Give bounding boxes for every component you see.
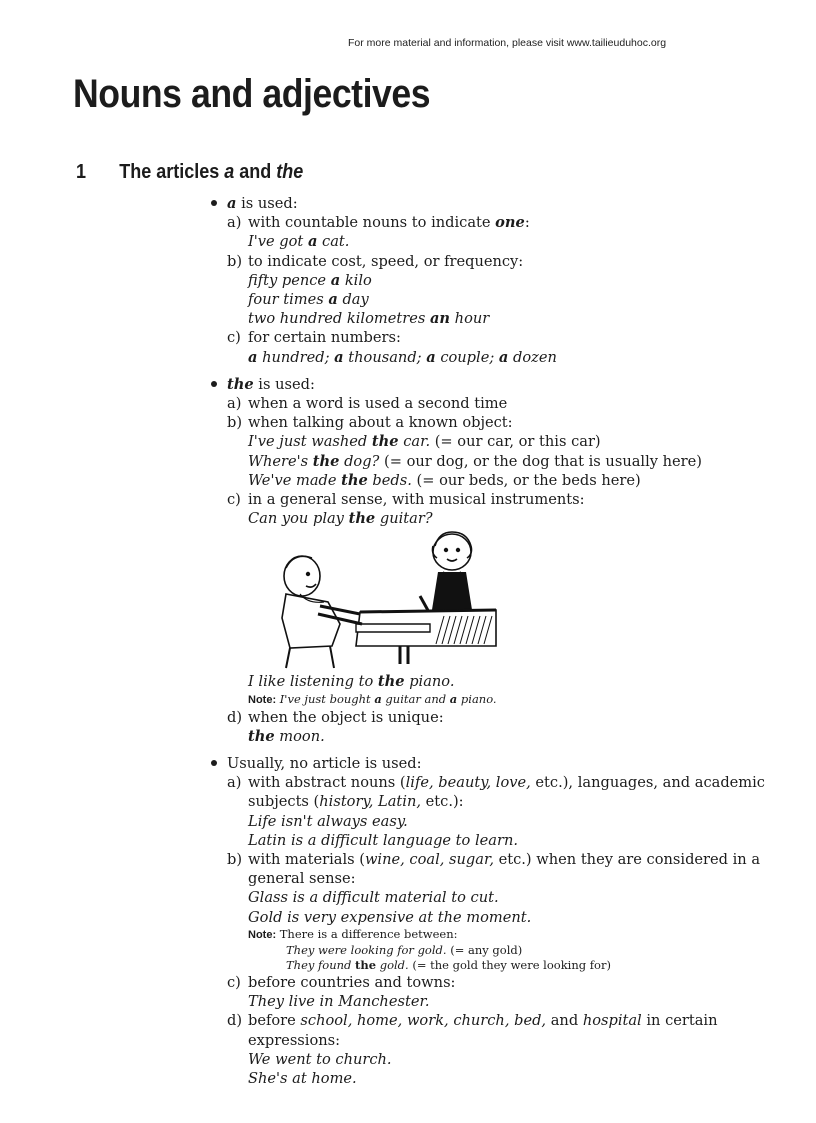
- example: Life isn't always easy.: [248, 812, 408, 830]
- example: I like listening to the piano.: [248, 673, 455, 691]
- piano-player-drawing: [260, 528, 500, 672]
- bullet-no-article: Usually, no article is used:: [208, 754, 748, 773]
- section-number: 1: [76, 161, 87, 183]
- section-title-the: the: [276, 161, 304, 183]
- note-example: They were looking for gold. (= any gold): [286, 942, 523, 957]
- section-heading: [76, 159, 303, 185]
- example: We've made the beds. (= our beds, or the beds here): [248, 471, 641, 489]
- list-item: d) before school, home, work, church, bed, and hospital in certain: [227, 1012, 718, 1030]
- list-item: d) when the object is unique:: [227, 708, 444, 726]
- bullet-dot: [211, 760, 217, 766]
- example: I've got a cat.: [248, 233, 350, 251]
- section-title-and: and: [234, 161, 277, 183]
- example: fifty pence a kilo: [248, 271, 372, 289]
- example: Glass is a difficult material to cut.: [248, 889, 499, 907]
- list-item: c) in a general sense, with musical instruments:: [227, 491, 585, 509]
- example: the moon.: [248, 727, 325, 745]
- example: They live in Manchester.: [248, 993, 430, 1011]
- list-item-continued: expressions:: [248, 1031, 341, 1049]
- list-item: a) with abstract nouns (life, beauty, love, etc.), languages, and academic: [227, 774, 765, 792]
- list-item-continued: subjects (history, Latin, etc.):: [248, 793, 464, 811]
- bullet-the-is-used: the is used:: [208, 375, 748, 394]
- example: I've just washed the car. (= our car, or this car): [248, 433, 601, 451]
- list-item-continued: general sense:: [248, 870, 356, 888]
- list-item: c) for certain numbers:: [227, 329, 401, 347]
- list-item: c) before countries and towns:: [227, 973, 456, 991]
- list-item: a) when a word is used a second time: [227, 395, 508, 413]
- bullet-dot: [211, 381, 217, 387]
- header-note: For more material and information, please visit www.tailieuduhoc.org: [348, 37, 667, 49]
- example: Can you play the guitar?: [248, 510, 433, 528]
- example: two hundred kilometres an hour: [248, 310, 490, 328]
- piano-illustration: [208, 528, 748, 672]
- list-item: b) when talking about a known object:: [227, 414, 513, 432]
- example: four times a day: [248, 291, 369, 309]
- example: Where's the dog? (= our dog, or the dog that is usually here): [248, 452, 702, 470]
- bullet-dot: [211, 200, 217, 206]
- section-title-a: a: [224, 161, 235, 183]
- example: She's at home.: [248, 1069, 357, 1087]
- example: Latin is a difficult language to learn.: [248, 831, 518, 849]
- note-example: They found the gold. (= the gold they were looking for): [286, 957, 611, 972]
- list-item: b) to indicate cost, speed, or frequency:: [227, 252, 524, 270]
- content: [208, 194, 765, 1088]
- example: Gold is very expensive at the moment.: [248, 908, 532, 926]
- bullet-a-is-used: a is used:: [208, 194, 748, 213]
- section-title-prefix: The articles: [119, 161, 225, 183]
- list-item: b) with materials (wine, coal, sugar, etc.) when they are considered in a: [227, 851, 761, 869]
- example: a hundred; a thousand; a couple; a dozen: [248, 348, 557, 366]
- page-title: Nouns and adjectives: [73, 72, 431, 116]
- note: Note: There is a difference between:: [248, 926, 458, 941]
- list-item: a) with countable nouns to indicate one:: [227, 214, 530, 232]
- note: Note: I've just bought a guitar and a piano.: [248, 691, 497, 706]
- example: We went to church.: [248, 1050, 392, 1068]
